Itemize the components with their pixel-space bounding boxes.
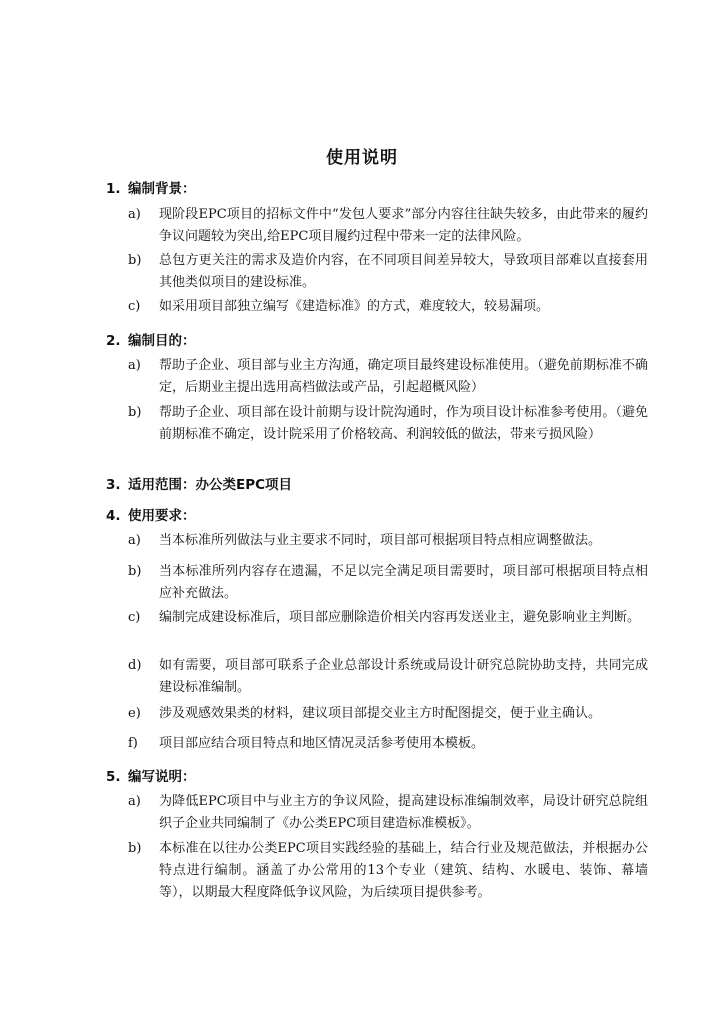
list-item — [128, 791, 648, 835]
item-marker: d) — [128, 658, 142, 673]
page-title: 使用说明 — [326, 148, 398, 168]
section-title: 编制目的： — [128, 333, 196, 349]
list-item — [128, 561, 648, 605]
list-item — [128, 402, 648, 446]
item-text: 帮助子企业、项目部与业主方沟通，确定项目最终建设标准使用。（避免前期标准不确定，后期业主提出选用高档做法或产品，引起超概风险） — [159, 358, 648, 395]
item-text: 现阶段EPC项目的招标文件中“发包人要求”部分内容往往缺失较多，由此带来的履约争议问题较为突出,给EPC项目履约过程中带来一定的法律风险。 — [159, 207, 648, 244]
item-text: 帮助子企业、项目部在设计前期与设计院沟通时，作为项目设计标准参考使用。（避免前期标准不确定，设计院采用了价格较高、利润较低的做法，带来亏损风险） — [159, 405, 648, 442]
item-text: 为降低EPC项目中与业主方的争议风险，提高建设标准编制效率，局设计研究总院组织子企业共同编制了《办公类EPC项目建造标准模板》。 — [159, 794, 648, 831]
list-item — [128, 703, 648, 725]
list-item — [128, 355, 648, 399]
item-text: 总包方更关注的需求及造价内容，在不同项目间差异较大，导致项目部难以直接套用其他类似项目的建设标准。 — [159, 253, 648, 290]
item-text: 如有需要，项目部可联系子企业总部设计系统或局设计研究总院协助支持，共同完成建设标准编制。 — [159, 658, 648, 695]
list-item — [128, 204, 648, 248]
item-marker: a) — [128, 358, 141, 373]
item-marker: a) — [128, 207, 141, 222]
section-heading-scope — [106, 473, 292, 493]
list-item — [128, 607, 648, 629]
section-title: 适用范围：办公类EPC项目 — [128, 477, 293, 493]
section-heading-requirements — [106, 504, 196, 524]
section-number: 1. — [106, 181, 121, 197]
item-text: 项目部应结合项目特点和地区情况灵活参考使用本模板。 — [159, 736, 485, 751]
list-item — [128, 296, 648, 318]
list-item — [128, 250, 648, 294]
item-text: 编制完成建设标准后，项目部应删除造价相关内容再发送业主，避免影响业主判断。 — [159, 610, 641, 625]
item-text: 如采用项目部独立编写《建造标准》的方式，难度较大，较易漏项。 — [159, 299, 550, 314]
item-text: 当本标准所列内容存在遗漏，不足以完全满足项目需要时，项目部可根据项目特点相应补充做法。 — [159, 564, 648, 601]
section-heading-background — [106, 177, 196, 197]
section-heading-purpose — [106, 329, 196, 349]
section-number: 3. — [106, 477, 121, 493]
section-number: 4. — [106, 508, 121, 524]
section-heading-notes — [106, 765, 196, 785]
list-item — [128, 530, 648, 552]
item-marker: b) — [128, 841, 142, 856]
item-marker: a) — [128, 794, 141, 809]
list-item — [128, 655, 648, 699]
section-number: 2. — [106, 333, 121, 349]
list-item — [128, 838, 648, 904]
item-marker: b) — [128, 253, 142, 268]
item-text: 本标准在以往办公类EPC项目实践经验的基础上，结合行业及规范做法，并根据办公特点进行编制。涵盖了办公常用的13个专业（建筑、结构、水暖电、装饰、幕墙等），以期最大程度降低争议风险，为后续项目提供参考。 — [159, 841, 648, 900]
item-marker: f) — [128, 736, 138, 751]
item-marker: e) — [128, 706, 141, 721]
section-title: 编写说明： — [128, 769, 196, 785]
item-text: 当本标准所列做法与业主要求不同时，项目部可根据项目特点相应调整做法。 — [159, 533, 602, 548]
item-marker: a) — [128, 533, 141, 548]
item-marker: b) — [128, 405, 142, 420]
item-text: 涉及观感效果类的材料，建议项目部提交业主方时配图提交，便于业主确认。 — [159, 706, 602, 721]
item-marker: c) — [128, 610, 141, 625]
section-number: 5. — [106, 769, 121, 785]
section-title: 使用要求： — [128, 508, 196, 524]
item-marker: b) — [128, 564, 142, 579]
list-item — [128, 733, 648, 755]
section-title: 编制背景： — [128, 181, 196, 197]
item-marker: c) — [128, 299, 141, 314]
